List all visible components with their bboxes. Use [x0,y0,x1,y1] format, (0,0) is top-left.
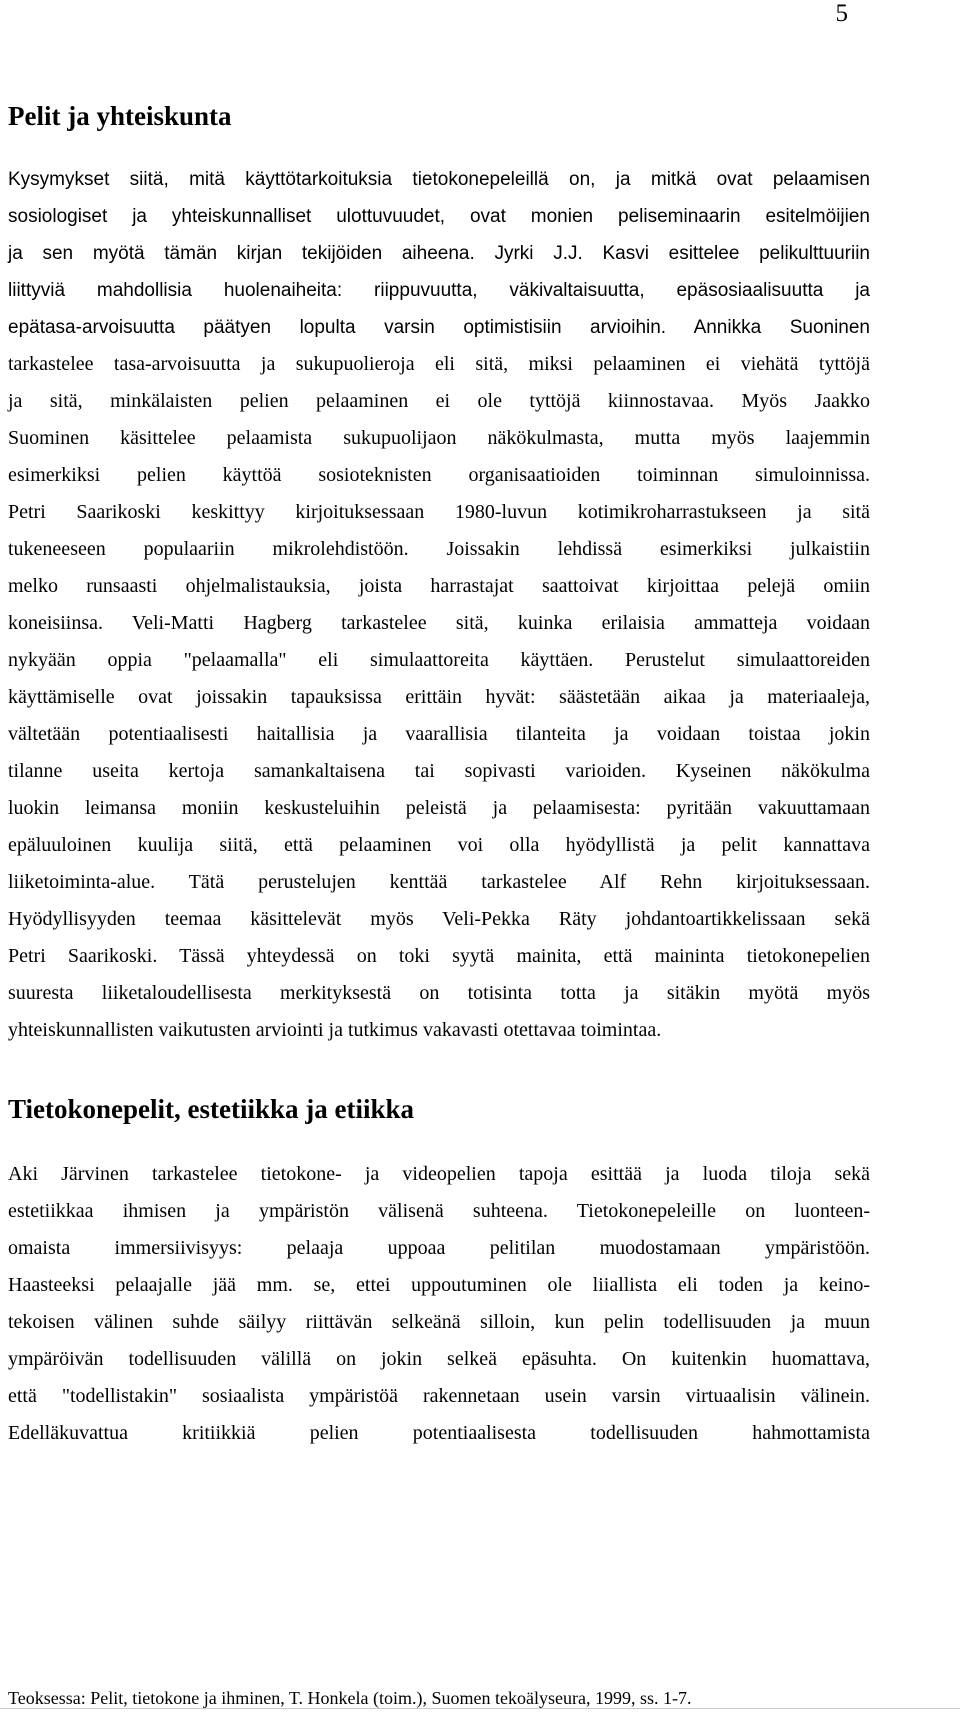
paragraph-tietokonepelit-estetiikka-ja-etiikka [8,1156,870,1452]
text-line: että "todellistakin" sosiaalista ympäristöä rakennetaan usein varsin virtuaalisin välinein. [8,1385,870,1407]
text-line: vältetään potentiaalisesti haitallisia ja vaarallisia tilanteita ja voidaan toistaa jokin [8,723,870,745]
page-number: 5 [835,0,848,27]
text-line: liittyviä mahdollisia huolenaiheita: riippuvuutta, väkivaltaisuutta, epäsosiaalisuutta ja [8,280,870,301]
text-line: nykyään oppia "pelaamalla" eli simulaattoreita käyttäen. Perustelut simulaattoreiden [8,649,870,671]
text-line: ja sen myötä tämän kirjan tekijöiden aiheena. Jyrki J.J. Kasvi esittelee pelikulttuuriin [8,243,870,264]
text-line: luokin leimansa moniin keskusteluihin peleistä ja pelaamisesta: pyritään vakuuttamaan [8,797,870,819]
text-line: esimerkiksi pelien käyttöä sosioteknisten organisaatioiden toiminnan simuloinnissa. [8,464,870,486]
text-line: tekoisen välinen suhde säilyy riittävän selkeänä silloin, kun pelin todellisuuden ja muun [8,1311,870,1333]
text-line: suuresta liiketaloudellisesta merkityksestä on totisinta totta ja sitäkin myötä myös [8,982,870,1004]
text-line: koneisiinsa. Veli-Matti Hagberg tarkastelee sitä, kuinka erilaisia ammatteja voidaan [8,612,870,634]
text-line: epätasa-arvoisuutta päätyen lopulta varsin optimistisiin arvioihin. Annikka Suoninen [8,317,870,338]
section-heading-tietokonepelit-estetiikka-ja-etiikka: Tietokonepelit, estetiikka ja etiikka [8,1094,415,1124]
text-line: omaista immersiivisyys: pelaaja uppoaa pelitilan muodostamaan ympäristöön. [8,1237,870,1259]
footer-citation: Teoksessa: Pelit, tietokone ja ihminen, T. Honkela (toim.), Suomen tekoälyseura, 1999, ss. 1-7. [8,1688,692,1708]
text-line: liiketoiminta-alue. Tätä perustelujen kenttää tarkastelee Alf Rehn kirjoituksessaan. [8,871,870,893]
text-line: Aki Järvinen tarkastelee tietokone- ja videopelien tapoja esittää ja luoda tiloja sekä [8,1163,870,1185]
text-line: Haasteeksi pelaajalle jää mm. se, ettei uppoutuminen ole liiallista eli toden ja keino- [8,1274,870,1296]
text-line: tarkastelee tasa-arvoisuutta ja sukupuolieroja eli sitä, miksi pelaaminen ei viehätä tyttöjä [8,353,870,375]
text-line: Kysymykset siitä, mitä käyttötarkoituksia tietokonepeleillä on, ja mitkä ovat pelaamisen [8,169,870,190]
text-line: tilanne useita kertoja samankaltaisena tai sopivasti varioiden. Kyseinen näkökulma [8,760,870,782]
text-line: Edelläkuvattua kritiikkiä pelien potentiaalisesta todellisuuden hahmottamista [8,1422,870,1444]
footer-divider [0,1708,960,1709]
section-heading-pelit-ja-yhteiskunta: Pelit ja yhteiskunta [8,101,232,131]
text-line: ja sitä, minkälaisten pelien pelaaminen ei ole tyttöjä kiinnostavaa. Myös Jaakko [8,390,870,412]
paragraph-pelit-ja-yhteiskunta [8,161,870,1049]
text-line: sosiologiset ja yhteiskunnalliset ulottuvuudet, ovat monien peliseminaarin esitelmöijien [8,206,870,227]
text-line: yhteiskunnallisten vaikutusten arviointi ja tutkimus vakavasti otettavaa toimintaa. [8,1019,662,1041]
text-line: tukeneeseen populaariin mikrolehdistöön. Joissakin lehdissä esimerkiksi julkaistiin [8,538,870,560]
text-line: Hyödyllisyyden teemaa käsittelevät myös Veli-Pekka Räty johdantoartikkelissaan sekä [8,908,870,930]
text-line: Suominen käsittelee pelaamista sukupuolijaon näkökulmasta, mutta myös laajemmin [8,427,870,449]
text-line: Petri Saarikoski keskittyy kirjoituksessaan 1980-luvun kotimikroharrastukseen ja sitä [8,501,870,523]
text-line: estetiikkaa ihmisen ja ympäristön välisenä suhteena. Tietokonepeleille on luonteen- [8,1200,870,1222]
text-line: epäluuloinen kuulija siitä, että pelaaminen voi olla hyödyllistä ja pelit kannattava [8,834,870,856]
text-line: Petri Saarikoski. Tässä yhteydessä on toki syytä mainita, että maininta tietokonepelien [8,945,870,967]
text-line: melko runsaasti ohjelmalistauksia, joista harrastajat saattoivat kirjoittaa pelejä omiin [8,575,870,597]
text-line: käyttämiselle ovat joissakin tapauksissa erittäin hyvät: säästetään aikaa ja materiaaleja, [8,686,870,708]
text-line: ympäröivän todellisuuden välillä on jokin selkeä epäsuhta. On kuitenkin huomattava, [8,1348,870,1370]
